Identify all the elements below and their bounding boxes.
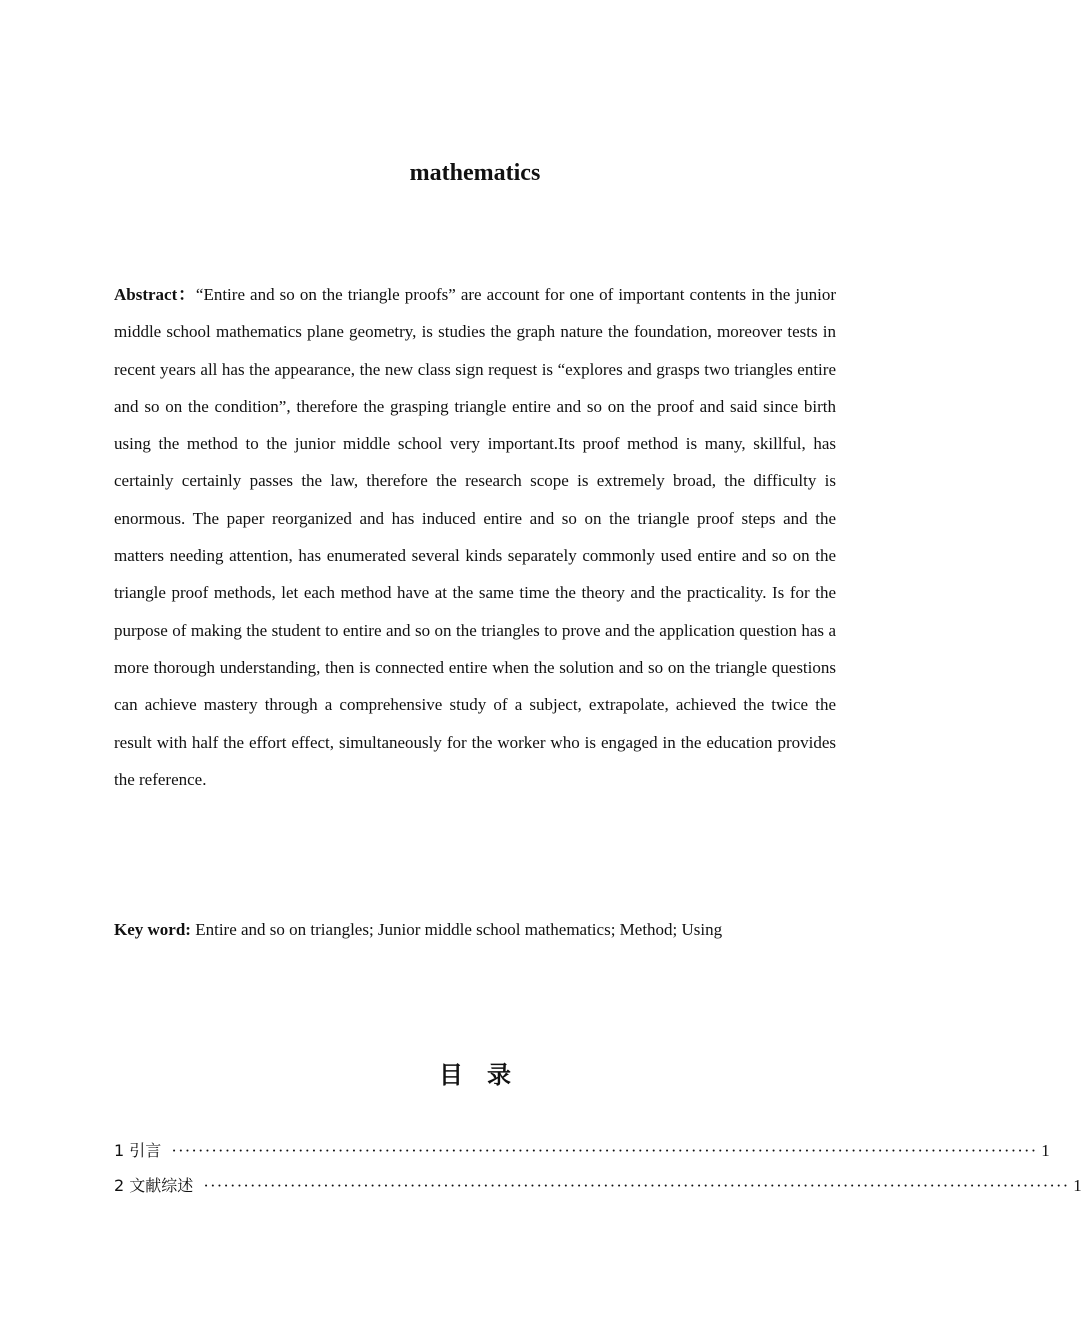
document-title: mathematics [409, 160, 541, 186]
toc-heading-char-2: 录 [487, 1061, 511, 1089]
toc-entry-page: 1 [1041, 1141, 1050, 1160]
toc-dot-leader: ·································································································································· [203, 1176, 1070, 1195]
toc-entry[interactable] [114, 1172, 1082, 1207]
toc-entry[interactable] [114, 1137, 1050, 1172]
table-of-contents [114, 1137, 1082, 1207]
abstract-paragraph [114, 276, 836, 798]
toc-heading [0, 1058, 950, 1092]
keywords-line [114, 916, 836, 944]
keywords-text: Entire and so on triangles; Junior middle school mathematics; Method; Using [190, 920, 723, 939]
keywords-label: Key word: [114, 920, 191, 939]
toc-dot-leader: ·································································································································· [171, 1141, 1038, 1160]
abstract-text: “Entire and so on the triangle proofs” are account for one of important contents in the junior middle school mathematics plane geometry, is studies the graph nature the foundation, moreover tests in recent years all has the appearance, the new class sign request is “explores and grasps two triangles entire and so on the condition”, therefore the grasping triangle entire and so on the proof and said since birth using the method to the junior middle school very important.Its proof method is many, skillful, has certainly certainly passes the law, therefore the research scope is extremely broad, the difficulty is enormous. The paper reorganized and has induced entire and so on the triangle proof steps and the matters needing attention, has enumerated several kinds separately commonly used entire and so on the triangle proof methods, let each method have at the same time the theory and the practicality. Is for the purpose of making the student to entire and so on the triangles to prove and the application question has a more thorough understanding, then is connected entire when the solution and so on the triangle questions can achieve mastery through a comprehensive study of a subject, extrapolate, achieved the twice the result with half the effort effect, simultaneously for the worker who is engaged in the education provides the reference. [114, 285, 836, 789]
toc-entry-label: 1 引言 [114, 1141, 162, 1160]
abstract-label: Abstract： [114, 285, 196, 304]
toc-heading-char-1: 目 [439, 1061, 463, 1089]
toc-entry-page: 1 [1073, 1176, 1082, 1195]
toc-entry-label: 2 文献综述 [114, 1176, 194, 1195]
